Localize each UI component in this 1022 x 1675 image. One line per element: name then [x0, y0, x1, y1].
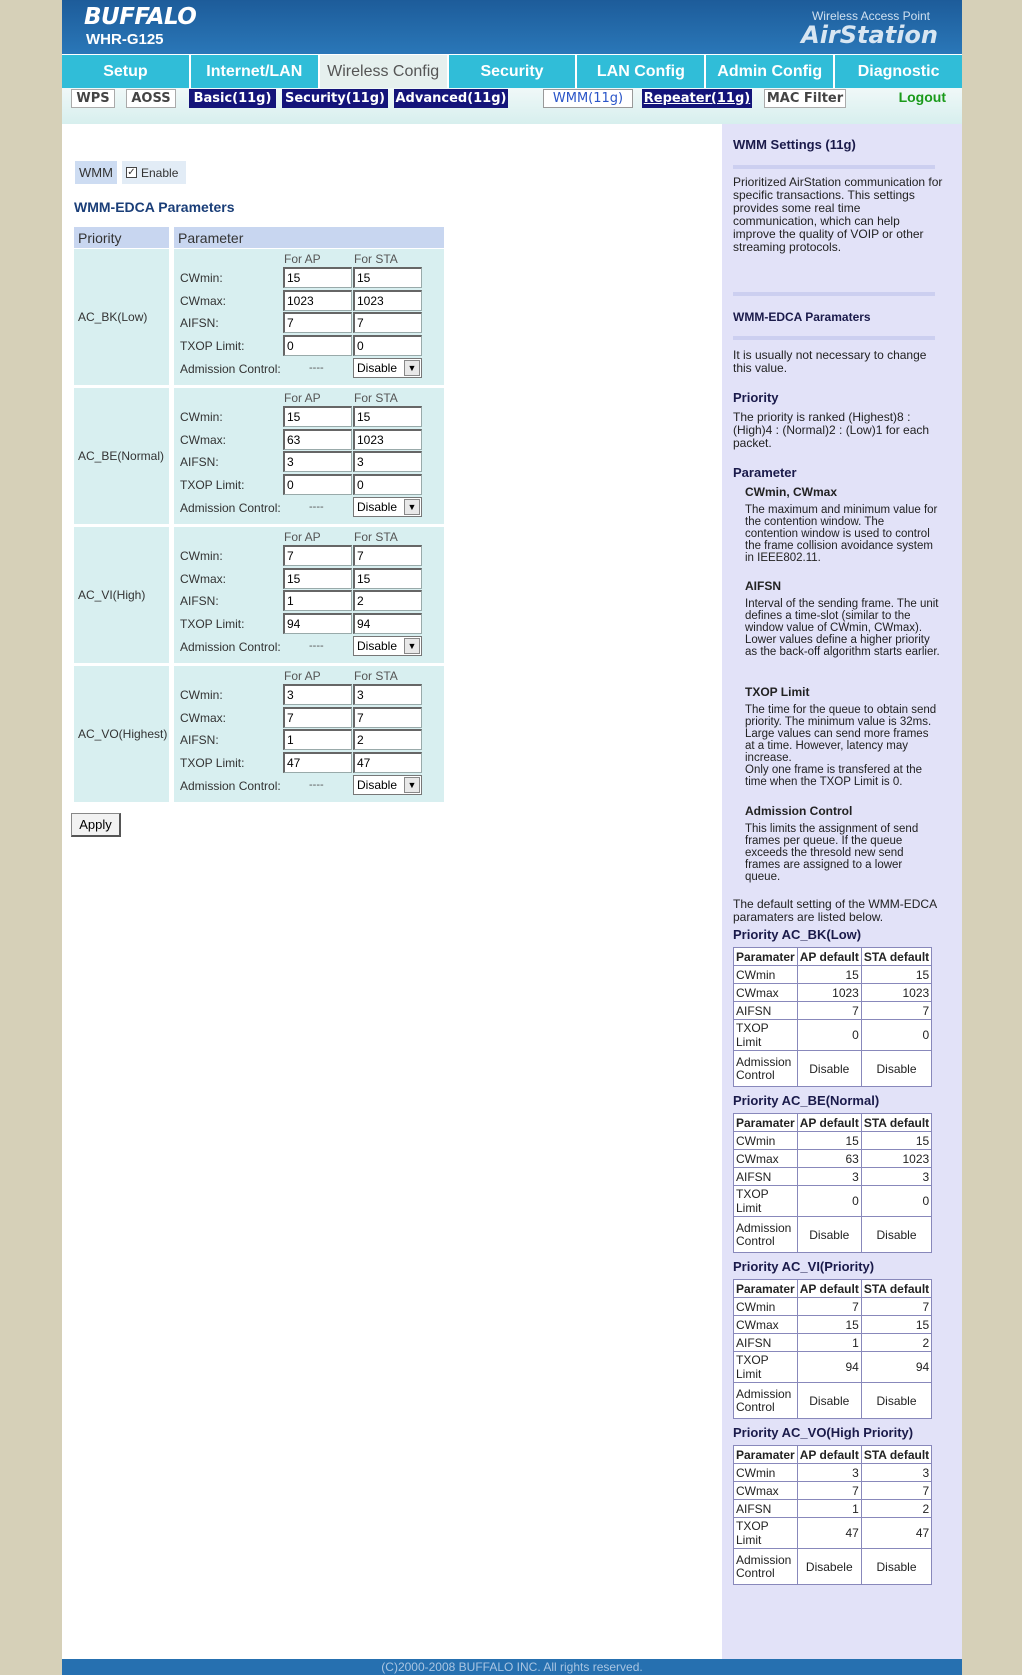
admission-control-select[interactable] [353, 358, 422, 378]
ap-default: 1023 [797, 984, 861, 1002]
for-ap-header: For AP [284, 669, 321, 683]
param-name: Admission Control [734, 1383, 798, 1419]
row-label-admission: Admission Control: [180, 640, 281, 654]
ap-default: Disabele [797, 1549, 861, 1585]
priority-label-3: AC_VO(Highest) [74, 666, 169, 802]
aifsn-sta-input[interactable]: 7 [353, 312, 422, 333]
for-sta-header: For STA [354, 391, 398, 405]
help-edca-note: It is usually not necessary to change this value. [733, 348, 927, 375]
row-label-aifsn: AIFSN: [180, 316, 219, 330]
tab-lan-config[interactable]: LAN Config [577, 55, 706, 88]
checkbox-icon[interactable]: ✓ [127, 167, 136, 178]
help-aifsn-text: Interval of the sending frame. The unit defines a time-slot (similar to the window value of CWmin, CWmax). Lower values define a higher priority as the back-off algorithm starts earlier. [745, 598, 940, 658]
sta-default: 2 [861, 1334, 931, 1352]
table-row [734, 984, 932, 1002]
tab-admin-config[interactable]: Admin Config [706, 55, 835, 88]
ap-default: 0 [797, 1020, 861, 1051]
default-title-2: Priority AC_VI(Priority) [733, 1259, 875, 1274]
cwmax-sta-input[interactable]: 1023 [353, 290, 422, 311]
sta-default: 1023 [861, 984, 931, 1002]
ap-default: 15 [797, 1132, 861, 1150]
ap-default: 3 [797, 1464, 861, 1482]
tab-wireless-config[interactable]: Wireless Config [320, 55, 449, 88]
param-name: AIFSN [734, 1500, 798, 1518]
row-label-aifsn: AIFSN: [180, 733, 219, 747]
cwmax-ap-input[interactable]: 15 [283, 568, 352, 589]
table-header: Paramater [734, 1280, 798, 1298]
priority-header: Priority [74, 227, 169, 248]
table-header: Paramater [734, 1446, 798, 1464]
subtab-advanced[interactable]: Advanced(11g) [395, 91, 507, 106]
sta-default: 0 [861, 1020, 931, 1051]
default-title-3: Priority AC_VO(High Priority) [733, 1425, 914, 1440]
default-table [733, 947, 932, 1087]
table-header: STA default [861, 1280, 931, 1298]
table-header: Paramater [734, 948, 798, 966]
cwmax-sta-input[interactable]: 1023 [353, 429, 422, 450]
ap-default: Disable [797, 1383, 861, 1419]
priority-label-2: AC_VI(High) [74, 527, 169, 663]
help-aifsn-title: AIFSN [745, 579, 781, 593]
footer: (C)2000-2008 BUFFALO INC. All rights reserved. [62, 1659, 962, 1675]
default-table [733, 1113, 932, 1253]
for-sta-header: For STA [354, 669, 398, 683]
ap-default: 15 [797, 966, 861, 984]
priority-label-0: AC_BK(Low) [74, 249, 169, 385]
param-name: TXOP Limit [734, 1352, 798, 1383]
param-name: TXOP Limit [734, 1186, 798, 1217]
admission-ap-dash: ---- [309, 362, 324, 374]
brand-logo: BUFFALO [84, 4, 197, 30]
help-cw-text: The maximum and minimum value for the contention window. The contention window is used to control the frame collision avoidance system in IEEE802.11. [745, 504, 938, 564]
sta-default: 2 [861, 1500, 931, 1518]
table-header: AP default [797, 1280, 861, 1298]
table-row [734, 966, 932, 984]
model-name: WHR-G125 [86, 31, 164, 48]
table-row [734, 1334, 932, 1352]
table-header: STA default [861, 948, 931, 966]
sta-default: 15 [861, 1132, 931, 1150]
help-panel [722, 124, 962, 1659]
subtab-wps[interactable]: WPS [71, 89, 115, 108]
param-name: TXOP Limit [734, 1518, 798, 1549]
aifsn-ap-input[interactable]: 3 [283, 451, 352, 472]
ap-default: 47 [797, 1518, 861, 1549]
cwmin-sta-input[interactable]: 3 [353, 684, 422, 705]
tab-diagnostic[interactable]: Diagnostic [835, 55, 962, 88]
table-row [734, 1051, 932, 1087]
cwmax-ap-input[interactable]: 7 [283, 707, 352, 728]
subtab-wmm[interactable]: WMM(11g) [543, 89, 633, 108]
help-defaults-note: The default setting of the WMM-EDCA paramaters are listed below. [733, 897, 937, 924]
cwmin-ap-input[interactable]: 3 [283, 684, 352, 705]
sta-default: Disable [861, 1549, 931, 1585]
dropdown-arrow-icon[interactable]: ▼ [404, 499, 420, 515]
sta-default: 0 [861, 1186, 931, 1217]
cwmax-ap-input[interactable]: 63 [283, 429, 352, 450]
table-row [734, 1217, 932, 1253]
help-txop-text2: Only one frame is transfered at the time when the TXOP Limit is 0. [745, 764, 923, 788]
parameter-group [174, 666, 444, 802]
txop-sta-input[interactable]: 0 [353, 474, 422, 495]
sta-default: 7 [861, 1482, 931, 1500]
cwmin-sta-input[interactable]: 15 [353, 267, 422, 288]
help-intro: Prioritized AirStation communication for specific transactions. This settings provides some real time communication, which can help improve the quality of VOIP or other streaming protocols. [733, 175, 943, 254]
txop-sta-input[interactable]: 0 [353, 335, 422, 356]
ap-default: 0 [797, 1186, 861, 1217]
ap-default: Disable [797, 1217, 861, 1253]
sta-default: Disable [861, 1051, 931, 1087]
help-cw-title: CWmin, CWmax [745, 485, 838, 499]
table-header: Paramater [734, 1114, 798, 1132]
sta-default: Disable [861, 1217, 931, 1253]
dropdown-arrow-icon[interactable]: ▼ [404, 360, 420, 376]
subtab-mac-filter[interactable]: MAC Filter [764, 89, 846, 108]
row-label-admission: Admission Control: [180, 501, 281, 515]
sta-default: Disable [861, 1383, 931, 1419]
param-name: CWmin [734, 966, 798, 984]
sta-default: 3 [861, 1168, 931, 1186]
help-admission-title: Admission Control [745, 804, 853, 818]
subtab-aoss[interactable]: AOSS [126, 89, 176, 108]
ap-default: 3 [797, 1168, 861, 1186]
param-name: Admission Control [734, 1051, 798, 1087]
dropdown-arrow-icon[interactable]: ▼ [404, 638, 420, 654]
parameter-group [174, 388, 444, 524]
admission-value: Disable [357, 361, 398, 375]
logout-link[interactable]: Logout [898, 89, 946, 105]
admission-value: Disable [357, 778, 398, 792]
tab-security[interactable]: Security [449, 55, 578, 88]
param-name: CWmin [734, 1298, 798, 1316]
product-logo: AirStation [801, 21, 938, 49]
default-title-1: Priority AC_BE(Normal) [733, 1093, 880, 1108]
aifsn-ap-input[interactable]: 1 [283, 590, 352, 611]
cwmin-ap-input[interactable]: 15 [283, 406, 352, 427]
param-name: AIFSN [734, 1002, 798, 1020]
default-table [733, 1445, 932, 1585]
aifsn-sta-input[interactable]: 2 [353, 590, 422, 611]
ap-default: 63 [797, 1150, 861, 1168]
help-title: WMM Settings (11g) [733, 137, 856, 152]
txop-sta-input[interactable]: 47 [353, 752, 422, 773]
sta-default: 47 [861, 1518, 931, 1549]
row-label-cwmin: CWmin: [180, 271, 223, 285]
admission-control-select[interactable] [353, 775, 422, 795]
admission-ap-dash: ---- [309, 501, 324, 513]
sta-default: 15 [861, 966, 931, 984]
row-label-cwmax: CWmax: [180, 711, 226, 725]
row-label-txop: TXOP Limit: [180, 339, 245, 353]
help-txop-title: TXOP Limit [745, 685, 810, 699]
sta-default: 15 [861, 1316, 931, 1334]
table-header: STA default [861, 1114, 931, 1132]
ap-default: 15 [797, 1316, 861, 1334]
table-row [734, 1383, 932, 1419]
table-header: AP default [797, 948, 861, 966]
row-label-admission: Admission Control: [180, 362, 281, 376]
table-row [734, 1352, 932, 1383]
sta-default: 94 [861, 1352, 931, 1383]
txop-sta-input[interactable]: 94 [353, 613, 422, 634]
cwmin-ap-input[interactable]: 15 [283, 267, 352, 288]
table-row [734, 1316, 932, 1334]
page-frame [62, 0, 962, 1675]
ap-default: 1 [797, 1334, 861, 1352]
row-label-aifsn: AIFSN: [180, 594, 219, 608]
table-row [734, 1168, 932, 1186]
admission-value: Disable [357, 639, 398, 653]
table-row [734, 1482, 932, 1500]
help-txop-text: The time for the queue to obtain send priority. The minimum value is 32ms. Large values can send more frames at a time. However, latency may increase. [745, 704, 937, 764]
sta-default: 3 [861, 1464, 931, 1482]
txop-ap-input[interactable]: 47 [283, 752, 352, 773]
help-priority-text: The priority is ranked (Highest)8 : (High)4 : (Normal)2 : (Low)1 for each packet. [733, 410, 930, 450]
admission-value: Disable [357, 500, 398, 514]
main-tabs [62, 55, 962, 88]
param-name: AIFSN [734, 1168, 798, 1186]
admission-ap-dash: ---- [309, 640, 324, 652]
help-divider [733, 336, 935, 340]
param-name: TXOP Limit [734, 1020, 798, 1051]
aifsn-sta-input[interactable]: 2 [353, 729, 422, 750]
edca-title: WMM-EDCA Parameters [74, 199, 235, 215]
cwmax-ap-input[interactable]: 1023 [283, 290, 352, 311]
ap-default: 7 [797, 1298, 861, 1316]
aifsn-sta-input[interactable]: 3 [353, 451, 422, 472]
param-name: CWmin [734, 1464, 798, 1482]
row-label-admission: Admission Control: [180, 779, 281, 793]
parameter-group [174, 527, 444, 663]
cwmin-sta-input[interactable]: 7 [353, 545, 422, 566]
ap-default: 7 [797, 1002, 861, 1020]
ap-default: 7 [797, 1482, 861, 1500]
help-divider [733, 292, 935, 296]
subtab-basic[interactable]: Basic(11g) [189, 89, 276, 108]
help-edca-title: WMM-EDCA Paramaters [733, 310, 871, 324]
for-ap-header: For AP [284, 391, 321, 405]
parameter-header: Parameter [174, 227, 444, 248]
sta-default: 7 [861, 1002, 931, 1020]
row-label-cwmax: CWmax: [180, 572, 226, 586]
row-label-txop: TXOP Limit: [180, 478, 245, 492]
for-sta-header: For STA [354, 252, 398, 266]
for-ap-header: For AP [284, 252, 321, 266]
default-title-0: Priority AC_BK(Low) [733, 927, 862, 942]
row-label-txop: TXOP Limit: [180, 756, 245, 770]
table-row [734, 1298, 932, 1316]
row-label-cwmax: CWmax: [180, 433, 226, 447]
tab-internet-lan[interactable]: Internet/LAN [191, 55, 320, 88]
txop-ap-input[interactable]: 0 [283, 474, 352, 495]
help-divider [733, 165, 935, 169]
aifsn-ap-input[interactable]: 7 [283, 312, 352, 333]
wmm-enable-checkbox[interactable] [122, 161, 186, 184]
help-priority-title: Priority [733, 390, 779, 405]
subtab-repeater[interactable]: Repeater(11g) [643, 91, 751, 106]
admission-control-select[interactable] [353, 636, 422, 656]
param-name: Admission Control [734, 1217, 798, 1253]
default-table [733, 1279, 932, 1419]
param-name: CWmin [734, 1132, 798, 1150]
param-name: CWmax [734, 984, 798, 1002]
table-header: STA default [861, 1446, 931, 1464]
apply-button[interactable]: Apply [71, 813, 121, 837]
param-name: CWmax [734, 1150, 798, 1168]
parameter-group [174, 249, 444, 385]
enable-label: Enable [141, 165, 179, 180]
row-label-cwmin: CWmin: [180, 549, 223, 563]
wmm-label: WMM [75, 161, 117, 184]
row-label-cwmin: CWmin: [180, 410, 223, 424]
table-row [734, 1020, 932, 1051]
subtab-security[interactable]: Security(11g) [282, 89, 388, 108]
table-row [734, 1464, 932, 1482]
row-label-cwmax: CWmax: [180, 294, 226, 308]
table-row [734, 1186, 932, 1217]
table-row [734, 1002, 932, 1020]
help-admission-text: This limits the assignment of send frames per queue. If the queue exceeds the thresold new send frames are assigned to a lower queue. [745, 823, 919, 883]
aifsn-ap-input[interactable]: 1 [283, 729, 352, 750]
cwmax-sta-input[interactable]: 15 [353, 568, 422, 589]
cwmin-ap-input[interactable]: 7 [283, 545, 352, 566]
table-row [734, 1518, 932, 1549]
sta-default: 1023 [861, 1150, 931, 1168]
row-label-cwmin: CWmin: [180, 688, 223, 702]
for-ap-header: For AP [284, 530, 321, 544]
param-name: CWmax [734, 1316, 798, 1334]
ap-default: 94 [797, 1352, 861, 1383]
table-header: AP default [797, 1114, 861, 1132]
txop-ap-input[interactable]: 0 [283, 335, 352, 356]
table-row [734, 1500, 932, 1518]
table-row [734, 1549, 932, 1585]
for-sta-header: For STA [354, 530, 398, 544]
cwmax-sta-input[interactable]: 7 [353, 707, 422, 728]
product-subtitle: Wireless Access Point [811, 9, 930, 23]
sta-default: 7 [861, 1298, 931, 1316]
row-label-txop: TXOP Limit: [180, 617, 245, 631]
param-name: CWmax [734, 1482, 798, 1500]
ap-default: 1 [797, 1500, 861, 1518]
priority-label-1: AC_BE(Normal) [74, 388, 169, 524]
dropdown-arrow-icon[interactable]: ▼ [404, 777, 420, 793]
tab-setup[interactable]: Setup [62, 55, 191, 88]
table-header: AP default [797, 1446, 861, 1464]
table-row [734, 1132, 932, 1150]
param-name: Admission Control [734, 1549, 798, 1585]
header-bar [62, 0, 962, 54]
txop-ap-input[interactable]: 94 [283, 613, 352, 634]
ap-default: Disable [797, 1051, 861, 1087]
admission-ap-dash: ---- [309, 779, 324, 791]
admission-control-select[interactable] [353, 497, 422, 517]
param-name: AIFSN [734, 1334, 798, 1352]
cwmin-sta-input[interactable]: 15 [353, 406, 422, 427]
row-label-aifsn: AIFSN: [180, 455, 219, 469]
table-row [734, 1150, 932, 1168]
help-parameter-title: Parameter [733, 465, 797, 480]
